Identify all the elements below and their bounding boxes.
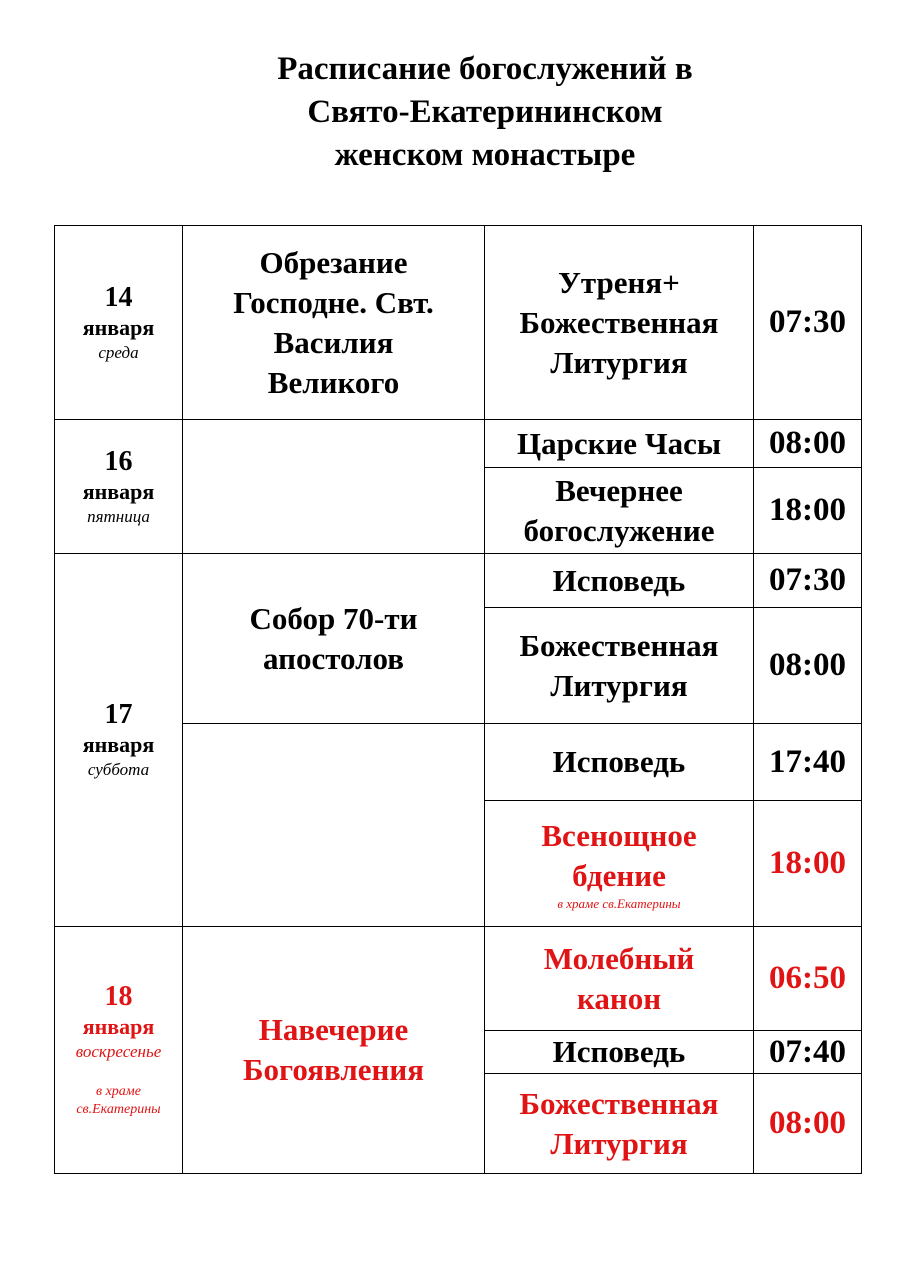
- service-line: канон: [576, 980, 662, 1016]
- time-cell: 08:00: [754, 1074, 862, 1174]
- page-title: [120, 48, 850, 177]
- date-note: [55, 1083, 182, 1119]
- date-month: января: [82, 478, 155, 504]
- service-cell: [485, 724, 754, 801]
- date-month: января: [82, 314, 155, 340]
- date-cell: [55, 420, 183, 554]
- schedule-table: [54, 225, 862, 1174]
- date-day: 18: [104, 981, 133, 1012]
- feast-cell-empty: [183, 420, 485, 554]
- title-line: Расписание богослужений в: [277, 51, 693, 87]
- feast-line: Навечерие: [258, 1012, 409, 1047]
- service-cell: [485, 554, 754, 608]
- service-cell: [485, 608, 754, 724]
- date-month: января: [82, 732, 155, 757]
- service-line: Вечернее: [555, 472, 683, 508]
- feast-line: Собор 70-ти: [249, 600, 418, 636]
- feast-line: апостолов: [263, 640, 404, 676]
- table-row: [55, 927, 862, 1031]
- date-weekday: суббота: [87, 760, 150, 779]
- service-line: Молебный: [543, 940, 695, 976]
- date-cell: [55, 226, 183, 420]
- time-cell: 08:00: [754, 420, 862, 468]
- service-line: Исповедь: [552, 744, 686, 779]
- feast-cell: [183, 554, 485, 724]
- service-line: Утреня+: [558, 264, 680, 300]
- table-row: [55, 226, 862, 420]
- date-month: января: [82, 1014, 155, 1039]
- service-cell: [485, 927, 754, 1031]
- time-cell: 18:00: [754, 468, 862, 554]
- service-line: Царские Часы: [516, 425, 722, 461]
- date-note-line: в храме: [96, 1084, 141, 1099]
- service-line: Всенощное: [541, 818, 697, 853]
- title-line: Свято-Екатерининском: [307, 94, 663, 130]
- time-cell: 07:30: [754, 226, 862, 420]
- feast-line: Василия: [273, 324, 394, 360]
- table-row: [55, 420, 862, 468]
- service-cell: [485, 801, 754, 927]
- service-line: Божественная: [519, 304, 719, 340]
- title-line: женском монастыре: [334, 137, 636, 173]
- feast-cell-empty: [183, 724, 485, 927]
- service-line: Исповедь: [552, 562, 686, 598]
- service-cell: [485, 420, 754, 468]
- time-cell: 17:40: [754, 724, 862, 801]
- service-line: бдение: [572, 858, 666, 893]
- time-cell: 07:40: [754, 1031, 862, 1074]
- date-weekday: воскресенье: [75, 1042, 162, 1061]
- feast-cell: [183, 226, 485, 420]
- feast-line: Великого: [267, 364, 400, 400]
- service-note: в храме св.Екатерины: [557, 896, 681, 911]
- service-line: Литургия: [550, 344, 688, 380]
- date-weekday: пятница: [87, 506, 150, 526]
- feast-line: Обрезание: [259, 244, 408, 280]
- time-cell: 18:00: [754, 801, 862, 927]
- time-cell: 07:30: [754, 554, 862, 608]
- date-cell: [55, 554, 183, 927]
- time-cell: 06:50: [754, 927, 862, 1031]
- table-row: [55, 554, 862, 608]
- service-line: Божественная: [519, 627, 719, 663]
- service-cell: [485, 1031, 754, 1074]
- date-day: 17: [104, 699, 133, 730]
- date-weekday: среда: [98, 342, 139, 362]
- service-cell: [485, 226, 754, 420]
- service-line: Исповедь: [552, 1034, 686, 1069]
- date-day: 16: [104, 445, 133, 477]
- date-cell: [55, 927, 183, 1174]
- date-note-line: св.Екатерины: [76, 1102, 161, 1117]
- feast-line: Богоявления: [243, 1052, 424, 1087]
- service-line: Литургия: [550, 1125, 688, 1161]
- date-day: 14: [104, 281, 133, 313]
- feast-cell: [183, 927, 485, 1174]
- service-cell: [485, 468, 754, 554]
- service-cell: [485, 1074, 754, 1174]
- time-cell: 08:00: [754, 608, 862, 724]
- service-line: Божественная: [519, 1085, 719, 1121]
- service-line: Литургия: [550, 667, 688, 703]
- feast-line: Господне. Свт.: [233, 284, 434, 320]
- service-line: богослужение: [523, 512, 715, 548]
